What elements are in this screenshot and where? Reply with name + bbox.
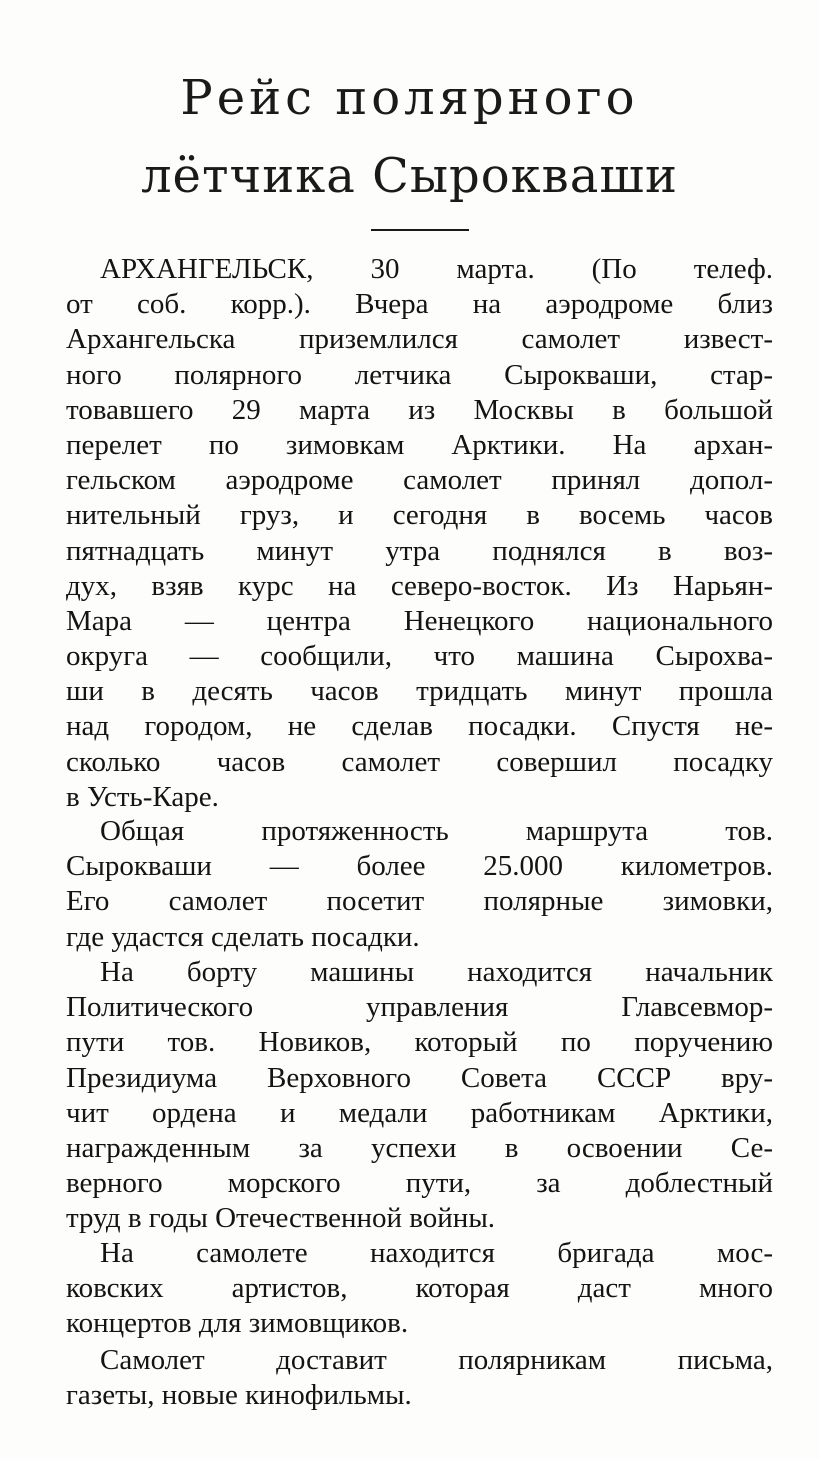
text-line: округа — сообщили, что машина Сырохва-: [66, 640, 773, 673]
text-line: труд в годы Отечественной войны.: [66, 1202, 496, 1235]
text-line: пятнадцать минут утра поднялся в воз-: [66, 534, 773, 567]
text-line: дух, взяв курс на северо-восток. Из Нарьян-: [66, 569, 773, 602]
text-line: газеты, новые кинофильмы.: [66, 1379, 412, 1412]
paragraph-1: [66, 252, 773, 815]
text-line: в Усть-Каре.: [66, 780, 219, 813]
text-line: перелет по зимовкам Арктики. На архан-: [66, 428, 773, 461]
text-line: чит ордена и медали работникам Арктики,: [66, 1096, 773, 1129]
text-line: Самолет доставит полярникам письма,: [100, 1344, 773, 1376]
text-line: На борту машины находится начальник: [100, 956, 773, 988]
text-line: Президиума Верховного Совета СССР вру-: [66, 1061, 773, 1094]
text-line: нительный груз, и сегодня в восемь часов: [66, 499, 773, 532]
text-line: Его самолет посетит полярные зимовки,: [66, 885, 773, 918]
text-line: Мара — центра Ненецкого национального: [66, 604, 773, 637]
text-line: от соб. корр.). Вчера на аэродроме близ: [66, 288, 773, 321]
text-line: Архангельска приземлился самолет извест-: [66, 323, 773, 356]
paragraph-4: [66, 1236, 773, 1342]
text-line: товавшего 29 марта из Москвы в большой: [66, 393, 773, 426]
headline-divider: [371, 229, 469, 231]
text-line: награжденным за успехи в освоении Се-: [66, 1131, 773, 1164]
text-line: над городом, не сделав посадки. Спустя не-: [66, 710, 773, 743]
text-line: гельском аэродроме самолет принял допол-: [66, 464, 773, 497]
text-line: Сырокваши — более 25.000 километров.: [66, 850, 773, 883]
text-line: ковских артистов, которая даст много: [66, 1272, 773, 1305]
paragraph-2: [66, 814, 773, 955]
text-line: ши в десять часов тридцать минут прошла: [66, 675, 773, 708]
text-line: пути тов. Новиков, который по поручению: [66, 1026, 773, 1059]
text-line: Общая протяженность маршрута тов.: [100, 815, 773, 847]
text-line: верного морского пути, за доблестный: [66, 1167, 773, 1200]
text-line: Политического управления Главсевмор-: [66, 991, 773, 1024]
text-line: концертов для зимовщиков.: [66, 1307, 409, 1340]
text-line: На самолете находится бригада мос-: [100, 1237, 773, 1269]
headline-line-1: Рейс полярного: [180, 70, 639, 126]
text-line: ного полярного летчика Сырокваши, стар-: [66, 358, 773, 391]
paragraph-3: [66, 955, 773, 1237]
paragraph-5: [66, 1343, 773, 1413]
text-line: сколько часов самолет совершил посадку: [66, 745, 773, 778]
text-line: АРХАНГЕЛЬСК, 30 марта. (По телеф.: [100, 253, 773, 285]
text-line: где удастся сделать посадки.: [66, 920, 420, 953]
headline-line-2: лётчика Сырокваши: [141, 148, 678, 204]
